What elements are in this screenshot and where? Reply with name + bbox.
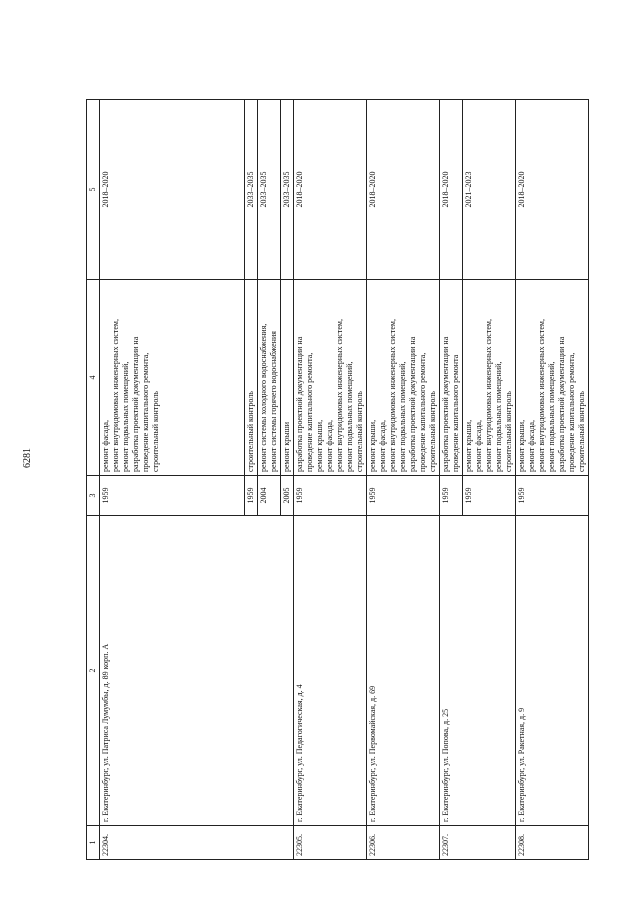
period-cell: 2018–2020	[294, 100, 367, 280]
work-list-cell	[100, 280, 245, 476]
year-cell: 1959	[245, 476, 258, 516]
work-item: ремонт фасада,	[527, 420, 536, 472]
column-header-5: 5	[87, 100, 100, 280]
table-row	[367, 100, 440, 860]
work-item: строительный контроль	[577, 391, 586, 472]
work-list-cell	[294, 280, 367, 476]
work-item: ремонт крыши,	[315, 419, 324, 472]
work-list-cell	[463, 280, 516, 476]
work-item: строительный контроль	[504, 391, 513, 472]
work-item: ремонт фасада,	[378, 420, 387, 472]
work-list-cell	[245, 280, 258, 476]
address-cell: г. Екатеринбург, ул. Первомайская, д. 69	[367, 516, 440, 826]
work-list-cell	[367, 280, 440, 476]
work-item: ремонт внутридомовых инженерных систем,	[335, 319, 344, 472]
work-list-cell	[258, 280, 281, 476]
row-number: 22307.	[440, 826, 516, 860]
row-number: 22305.	[294, 826, 367, 860]
work-item: ремонт внутридомовых инженерных систем,	[484, 319, 493, 472]
work-list-cell	[281, 280, 294, 476]
page-number: 6281	[22, 448, 33, 468]
repair-schedule-table	[86, 99, 589, 860]
work-item: строительный контроль	[246, 391, 255, 472]
work-item: ремонт подвальных помещений,	[121, 361, 130, 472]
table-body	[100, 100, 589, 860]
address-cell: г. Екатеринбург, ул. Патриса Лумумбы, д. 89 корп. А	[100, 516, 294, 826]
column-header-4: 4	[87, 280, 100, 476]
year-cell: 1959	[440, 476, 463, 516]
work-item: проведение капитального ремонта,	[305, 352, 314, 472]
period-cell: 2021–2023	[463, 100, 516, 280]
work-item: ремонт системы горячего водоснабжения	[269, 331, 278, 472]
column-header-1: 1	[87, 826, 100, 860]
column-header-3: 3	[87, 476, 100, 516]
period-cell: 2033–2035	[258, 100, 281, 280]
address-cell: г. Екатеринбург, ул. Ракетная, д. 9	[516, 516, 589, 826]
table-row	[516, 100, 589, 860]
row-number: 22306.	[367, 826, 440, 860]
work-item: ремонт системы холодного водоснабжения,	[259, 323, 268, 472]
work-item: строительный контроль	[355, 391, 364, 472]
table-row	[294, 100, 367, 860]
year-cell: 2005	[281, 476, 294, 516]
period-cell: 2033–2035	[281, 100, 294, 280]
address-cell: г. Екатеринбург, ул. Попова, д. 25	[440, 516, 516, 826]
year-cell: 1959	[294, 476, 367, 516]
row-number: 22304.	[100, 826, 294, 860]
work-item: ремонт внутридомовых инженерных систем,	[537, 319, 546, 472]
work-item: ремонт подвальных помещений,	[398, 361, 407, 472]
work-item: проведение капитального ремонта	[451, 354, 460, 472]
work-item: ремонт подвальных помещений,	[494, 361, 503, 472]
period-cell: 2018–2020	[440, 100, 463, 280]
work-item: ремонт внутридомовых инженерных систем,	[111, 319, 120, 472]
row-number: 22308.	[516, 826, 589, 860]
work-list-cell	[516, 280, 589, 476]
work-item: ремонт крыши,	[368, 419, 377, 472]
table-row	[440, 100, 463, 860]
work-item: разработка проектной документации на	[131, 336, 140, 472]
period-cell: 2033–2035	[245, 100, 258, 280]
column-header-2: 2	[87, 516, 100, 826]
work-item: ремонт внутридомовых инженерных систем,	[388, 319, 397, 472]
work-item: проведение капитального ремонта,	[567, 352, 576, 472]
work-item: ремонт крыши,	[464, 419, 473, 472]
year-cell: 1959	[100, 476, 245, 516]
period-cell: 2018–2020	[100, 100, 245, 280]
year-cell: 1959	[367, 476, 440, 516]
period-cell: 2018–2020	[516, 100, 589, 280]
header-row	[87, 100, 100, 860]
year-cell: 1959	[463, 476, 516, 516]
work-list-cell	[440, 280, 463, 476]
work-item: ремонт подвальных помещений,	[345, 361, 354, 472]
work-item: строительный контроль	[151, 391, 160, 472]
year-cell: 1959	[516, 476, 589, 516]
work-item: разработка проектной документации на	[295, 336, 304, 472]
work-item: строительный контроль	[428, 391, 437, 472]
work-item: ремонт крыши	[282, 421, 291, 472]
work-item: разработка проектной документации на	[408, 336, 417, 472]
period-cell: 2018–2020	[367, 100, 440, 280]
work-item: разработка проектной документации на	[557, 336, 566, 472]
table-row	[100, 100, 245, 860]
work-item: ремонт подвальных помещений,	[547, 361, 556, 472]
year-cell: 2004	[258, 476, 281, 516]
address-cell: г. Екатеринбург, ул. Педагогическая, д. 4	[294, 516, 367, 826]
work-item: проведение капитального ремонта,	[141, 352, 150, 472]
table-container	[86, 100, 586, 860]
work-item: ремонт крыши,	[517, 419, 526, 472]
work-item: ремонт фасада,	[325, 420, 334, 472]
work-item: ремонт фасада,	[474, 420, 483, 472]
work-item: разработка проектной документации на	[441, 336, 450, 472]
work-item: ремонт фасада,	[101, 420, 110, 472]
work-item: проведение капитального ремонта,	[418, 352, 427, 472]
